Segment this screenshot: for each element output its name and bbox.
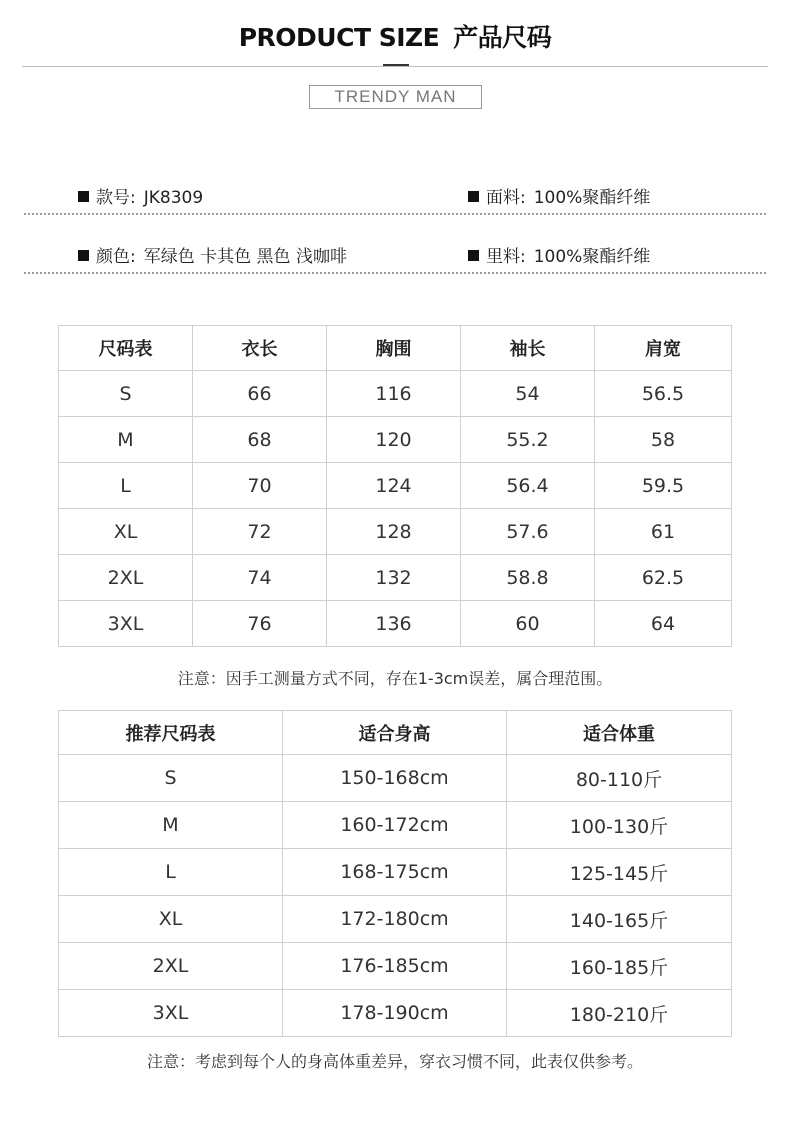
table-header-cell: 尺码表: [59, 326, 193, 371]
title-en: PRODUCT SIZE: [238, 23, 440, 52]
table-cell: 80-110斤: [507, 755, 732, 802]
table-cell: 136: [327, 601, 461, 647]
table-cell: 116: [327, 371, 461, 417]
table-cell: 60: [461, 601, 595, 647]
lining: 里料: 100%聚酯纤维: [468, 242, 650, 267]
size-table-note: 注意：因手工测量方式不同，存在1-3cm误差，属合理范围。: [177, 669, 613, 688]
table-cell: 74: [193, 555, 327, 601]
table-cell: 58.8: [461, 555, 595, 601]
fabric: 面料: 100%聚酯纤维: [468, 183, 650, 208]
table-header-cell: 推荐尺码表: [59, 711, 283, 755]
table-cell: 180-210斤: [507, 990, 732, 1037]
table-cell: M: [59, 417, 193, 463]
table-cell: 168-175cm: [283, 849, 507, 896]
bullet-square-icon: [78, 191, 89, 202]
table-cell: 140-165斤: [507, 896, 732, 943]
style-number: 款号: JK8309: [78, 183, 203, 208]
page-title: [0, 18, 790, 54]
title-accent-dash: [383, 64, 409, 66]
table-row: [59, 896, 732, 943]
table-cell: 56.4: [461, 463, 595, 509]
table-cell: XL: [59, 896, 283, 943]
table-row: [59, 417, 732, 463]
table-cell: 100-130斤: [507, 802, 732, 849]
recommended-table-note: 注意：考虑到每个人的身高体重差异，穿衣习惯不同，此表仅供参考。: [146, 1052, 643, 1071]
table-cell: 59.5: [595, 463, 732, 509]
table-cell: 160-172cm: [283, 802, 507, 849]
table-cell: 55.2: [461, 417, 595, 463]
info-row-2: [24, 236, 766, 274]
table-header-cell: 袖长: [461, 326, 595, 371]
table-cell: 125-145斤: [507, 849, 732, 896]
table-row: [59, 463, 732, 509]
table-row: [59, 555, 732, 601]
title-divider: [22, 66, 768, 67]
table-cell: 76: [193, 601, 327, 647]
table-cell: 124: [327, 463, 461, 509]
table-cell: 68: [193, 417, 327, 463]
table-header-cell: 适合体重: [507, 711, 732, 755]
table-row: [59, 943, 732, 990]
table-cell: 64: [595, 601, 732, 647]
table-row: [59, 601, 732, 647]
bullet-square-icon: [468, 250, 479, 261]
title-cn: 产品尺码: [453, 23, 552, 52]
table-row: [59, 802, 732, 849]
table-cell: 62.5: [595, 555, 732, 601]
table-cell: 54: [461, 371, 595, 417]
table-cell: 176-185cm: [283, 943, 507, 990]
table-row: [59, 849, 732, 896]
table-cell: 66: [193, 371, 327, 417]
table-cell: 178-190cm: [283, 990, 507, 1037]
table-cell: 70: [193, 463, 327, 509]
table-cell: XL: [59, 509, 193, 555]
bullet-square-icon: [468, 191, 479, 202]
table-cell: 2XL: [59, 943, 283, 990]
table-cell: M: [59, 802, 283, 849]
table-header-cell: 适合身高: [283, 711, 507, 755]
table-cell: 3XL: [59, 990, 283, 1037]
table-row: [59, 509, 732, 555]
table-cell: 132: [327, 555, 461, 601]
table-cell: 120: [327, 417, 461, 463]
table-cell: L: [59, 849, 283, 896]
table-cell: 2XL: [59, 555, 193, 601]
table-row: [59, 755, 732, 802]
recommended-size-table: [58, 710, 732, 1037]
table-cell: 128: [327, 509, 461, 555]
table-row: [59, 990, 732, 1037]
table-cell: 72: [193, 509, 327, 555]
table-cell: 58: [595, 417, 732, 463]
table-cell: 61: [595, 509, 732, 555]
size-chart-table: [58, 325, 732, 647]
info-row-1: [24, 177, 766, 215]
tagline-badge: TRENDY MAN: [309, 85, 482, 109]
table-header-cell: 胸围: [327, 326, 461, 371]
table-cell: L: [59, 463, 193, 509]
table-cell: 150-168cm: [283, 755, 507, 802]
table-header-cell: 肩宽: [595, 326, 732, 371]
bullet-square-icon: [78, 250, 89, 261]
table-cell: 172-180cm: [283, 896, 507, 943]
table-cell: 56.5: [595, 371, 732, 417]
table-header-cell: 衣长: [193, 326, 327, 371]
table-header-row: [59, 711, 732, 755]
table-row: [59, 371, 732, 417]
table-cell: 57.6: [461, 509, 595, 555]
table-cell: S: [59, 755, 283, 802]
table-cell: S: [59, 371, 193, 417]
colors: 颜色: 军绿色 卡其色 黑色 浅咖啡: [78, 242, 347, 267]
table-cell: 3XL: [59, 601, 193, 647]
table-header-row: [59, 326, 732, 371]
table-cell: 160-185斤: [507, 943, 732, 990]
